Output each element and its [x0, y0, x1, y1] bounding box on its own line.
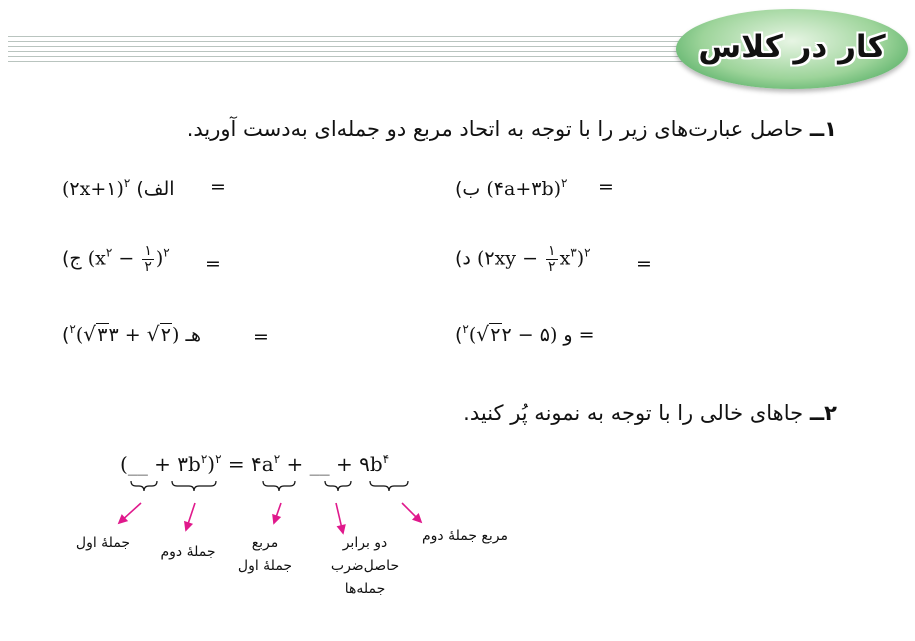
- question-1-number: ۱ــ: [809, 117, 837, 141]
- formula-term-3: ۴a: [251, 452, 274, 476]
- brace-blank-1: [131, 481, 157, 491]
- formula-equals: =: [227, 452, 245, 476]
- vav-equals: =: [578, 324, 595, 346]
- label-square-first-line-1: مربع: [251, 535, 279, 551]
- formula-power: ۲: [215, 452, 222, 466]
- formula-plus-c: +: [336, 452, 353, 476]
- he-plus: + ۳: [108, 324, 141, 346]
- jim-numerator: ۱: [144, 243, 152, 259]
- badge-label: کار در کلاس: [698, 29, 886, 65]
- vav-open: (۵ − ۲: [501, 324, 558, 346]
- formula-blank-1: __: [127, 452, 148, 476]
- be-label: (ب: [455, 178, 481, 200]
- vav-label: (و: [455, 324, 573, 346]
- formula-open: (: [120, 452, 128, 476]
- label-twice-product-line-2: حاصل‌ضرب: [330, 558, 400, 574]
- vav-power: ۲: [462, 322, 469, 336]
- dal-numerator: ۱: [548, 243, 556, 259]
- alef-equals: =: [210, 176, 226, 198]
- label-first-term: جملهٔ اول: [75, 535, 131, 551]
- dal-x-power: ۳: [570, 245, 577, 260]
- be-equals: =: [598, 176, 614, 198]
- formula-term-4: ۹b: [359, 452, 383, 476]
- he-radicand-1: ۲: [160, 324, 171, 346]
- he-equals: =: [253, 326, 269, 348]
- he-close: ): [75, 324, 84, 346]
- brace-blank-2: [325, 481, 351, 491]
- jim-close: ): [155, 247, 164, 270]
- dal-x: x: [559, 247, 571, 270]
- dal-open: (۲xy: [476, 247, 517, 270]
- question-1-prompt: حاصل عبارت‌های زیر را با توجه به اتحاد مربع دو جمله‌ای به‌دست آورید.: [186, 117, 804, 141]
- label-square-first-line-2: جملهٔ اول: [237, 558, 293, 574]
- jim-open: (x: [87, 247, 106, 270]
- he-power: ۲: [69, 322, 76, 336]
- formula-close: ): [207, 452, 216, 476]
- dal-equals: =: [636, 253, 652, 275]
- formula-term-4-power: ۴: [382, 452, 390, 466]
- be-power: ۲: [561, 176, 568, 190]
- formula-term-3-power: ۲: [273, 452, 281, 466]
- alef-expression: (۲x+۱): [62, 178, 124, 200]
- label-square-second: مربع جملهٔ دوم: [421, 528, 509, 544]
- formula-blank-2: __: [309, 452, 330, 476]
- arrow-square-first-head: [273, 515, 280, 523]
- brace-term-2: [172, 481, 216, 491]
- jim-power: ۲: [163, 245, 170, 260]
- be-expression: (۴a+۳b): [486, 178, 562, 200]
- label-twice-product: [310, 532, 420, 601]
- vav-radicand: ۲: [490, 324, 501, 346]
- formula-plus-b: +: [286, 452, 304, 476]
- jim-denominator: ۲: [144, 259, 152, 275]
- label-twice-product-line-3: جمله‌ها: [344, 581, 386, 597]
- question-2-number: ۲ــ: [809, 401, 837, 425]
- arrow-second-term-head: [185, 522, 192, 530]
- formula-term-2: ۳b: [177, 452, 201, 476]
- dal-power: ۲: [584, 245, 591, 260]
- he-label: (هـ: [62, 324, 202, 346]
- jim-minus: −: [118, 247, 135, 270]
- question-2-prompt: جاهای خالی را با توجه به نمونه پُر کنید.: [463, 401, 804, 425]
- dal-close: ): [576, 247, 585, 270]
- brace-term-4: [370, 481, 408, 491]
- brace-term-3: [263, 481, 295, 491]
- label-square-first: [225, 532, 305, 578]
- he-radicand-2: ۳: [97, 324, 108, 346]
- alef-power: ۲: [123, 176, 131, 190]
- jim-label: (ج: [62, 247, 82, 270]
- dal-minus: −: [522, 247, 538, 270]
- formula-plus-a: +: [154, 452, 171, 476]
- jim-equals: =: [205, 253, 221, 275]
- jim-x-power: ۲: [105, 245, 113, 260]
- label-twice-product-line-1: دو برابر: [342, 535, 388, 551]
- alef-label: (الف: [136, 178, 175, 200]
- dal-denominator: ۲: [548, 259, 556, 275]
- he-open: (: [171, 324, 180, 346]
- label-second-term: جملهٔ دوم: [160, 544, 216, 560]
- vav-close: ): [468, 324, 477, 346]
- dal-label: (د: [455, 247, 471, 270]
- formula-term-2-power: ۲: [200, 452, 208, 466]
